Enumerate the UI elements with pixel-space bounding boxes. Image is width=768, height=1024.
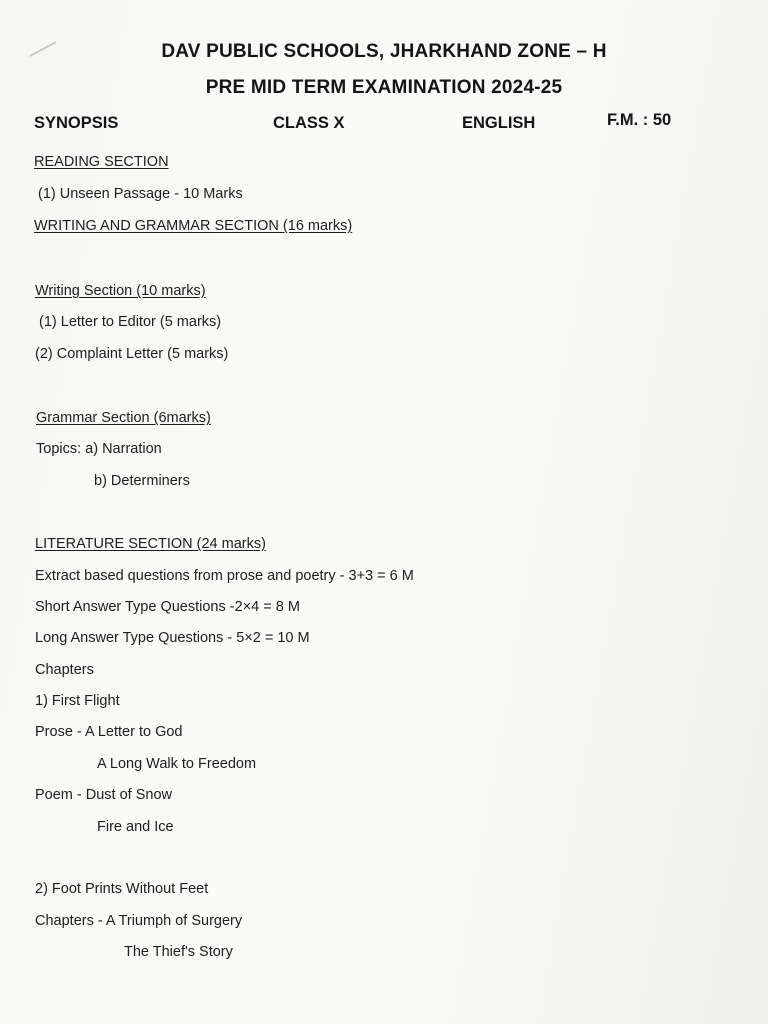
poem-fire-and-ice: Fire and Ice	[97, 819, 174, 835]
writing-section-heading: Writing Section (10 marks)	[35, 283, 206, 299]
prose-long-walk: A Long Walk to Freedom	[97, 756, 257, 772]
book-first-flight: 1) First Flight	[35, 693, 120, 709]
writing-grammar-heading: WRITING AND GRAMMAR SECTION (16 marks)	[34, 218, 353, 234]
literature-long-answer: Long Answer Type Questions - 5×2 = 10 M	[35, 630, 310, 646]
chapter-triumph-surgery: Chapters - A Triumph of Surgery	[35, 913, 243, 929]
subject-label: ENGLISH	[462, 114, 536, 132]
grammar-section-heading: Grammar Section (6marks)	[36, 410, 211, 426]
writing-item-complaint-letter: (2) Complaint Letter (5 marks)	[35, 346, 229, 362]
chapters-label: Chapters	[35, 662, 94, 678]
reading-item-unseen-passage: (1) Unseen Passage - 10 Marks	[38, 186, 243, 202]
prose-letter-to-god: Prose - A Letter to God	[35, 724, 183, 740]
synopsis-label: SYNOPSIS	[34, 114, 119, 132]
school-title: DAV PUBLIC SCHOOLS, JHARKHAND ZONE – H	[161, 41, 607, 62]
chapter-thiefs-story: The Thief's Story	[124, 944, 233, 960]
poem-dust-of-snow: Poem - Dust of Snow	[35, 787, 172, 803]
writing-item-letter-editor: (1) Letter to Editor (5 marks)	[39, 314, 222, 330]
reading-section-heading: READING SECTION	[34, 154, 169, 170]
full-marks-label: F.M. : 50	[607, 111, 672, 129]
literature-section-heading: LITERATURE SECTION (24 marks)	[35, 536, 266, 552]
literature-short-answer: Short Answer Type Questions -2×4 = 8 M	[35, 599, 300, 615]
class-label: CLASS X	[273, 114, 345, 132]
literature-extract-questions: Extract based questions from prose and poetry - 3+3 = 6 M	[35, 568, 414, 584]
grammar-topic-narration: Topics: a) Narration	[36, 441, 162, 457]
exam-title: PRE MID TERM EXAMINATION 2024-25	[205, 77, 563, 98]
grammar-topic-determiners: b) Determiners	[94, 473, 190, 489]
book-foot-prints: 2) Foot Prints Without Feet	[35, 881, 209, 897]
